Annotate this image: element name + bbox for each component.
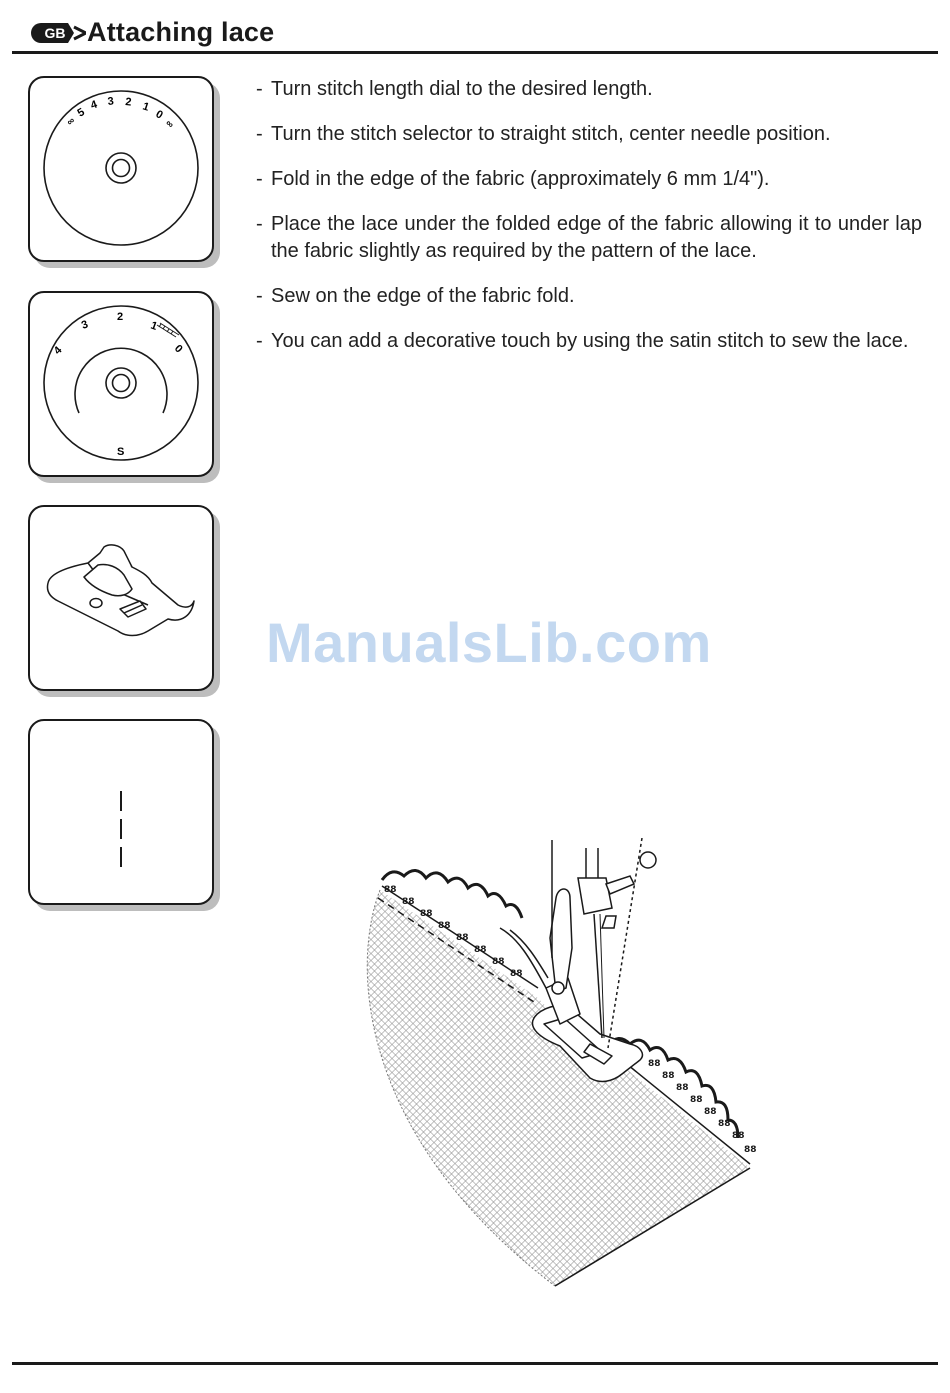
selector-label-0: 0 [171,342,185,356]
svg-text:88: 88 [704,1107,717,1117]
stitch-selector-dial-icon [28,291,214,477]
instruction-item: - Sew on the edge of the fabric fold. [256,283,922,310]
svg-text:88: 88 [718,1119,731,1129]
selector-label-4: 4 [51,344,65,358]
selector-label-2: 2 [117,311,124,323]
presser-foot-panel [28,505,214,691]
stitch-length-dial-icon [28,76,214,262]
instruction-item: - Fold in the edge of the fabric (approximately 6 mm 1/4"). [256,166,922,193]
straight-stitch-panel [28,719,214,905]
svg-text:88: 88 [402,897,415,907]
instruction-item: - Place the lace under the folded edge of the fabric allowing it to under lap the fabric slightly as required by the pattern of the lace. [256,211,922,265]
watermark: ManualsLib.com [266,611,712,674]
svg-text:88: 88 [690,1095,703,1105]
svg-text:88: 88 [732,1131,745,1141]
top-rule [12,51,938,54]
svg-text:88: 88 [676,1083,689,1093]
selector-label-3: 3 [79,318,90,332]
svg-text:88: 88 [474,945,487,955]
selector-label-1: 1 [148,319,159,333]
svg-text:88: 88 [492,957,505,967]
gb-badge-text: GB [44,25,66,41]
selector-label-s: S [117,446,125,458]
svg-text:88: 88 [744,1145,757,1155]
gb-language-badge [30,22,86,44]
instruction-list [256,76,922,373]
presser-foot-icon [28,505,214,691]
page-title: Attaching lace [87,17,275,47]
straight-stitch-icon [28,719,214,905]
instruction-item: - You can add a decorative touch by using the satin stitch to sew the lace. [256,328,922,355]
instruction-item: - Turn the stitch selector to straight stitch, center needle position. [256,121,922,148]
svg-text:88: 88 [510,969,523,979]
svg-text:88: 88 [384,885,397,895]
dial-label-3: 3 [107,95,115,108]
bottom-rule [12,1362,938,1365]
page-header [12,14,938,52]
dial-label-0: 0 [153,108,165,122]
dial-label-1: 1 [141,100,151,114]
dial-label-2: 2 [124,96,133,109]
svg-text:88: 88 [456,933,469,943]
instruction-item: - Turn stitch length dial to the desired length. [256,76,922,103]
svg-text:88: 88 [662,1071,675,1081]
sewing-lace-illustration [350,838,840,1293]
dial-label-4: 4 [89,98,99,112]
svg-text:88: 88 [438,921,451,931]
svg-text:88: 88 [648,1059,661,1069]
stitch-length-dial-panel [28,76,214,262]
svg-text:∞: ∞ [64,115,78,129]
svg-text:88: 88 [420,909,433,919]
dial-label-5: 5 [75,106,87,120]
stitch-selector-dial-panel [28,291,214,477]
svg-text:∞: ∞ [163,117,176,131]
